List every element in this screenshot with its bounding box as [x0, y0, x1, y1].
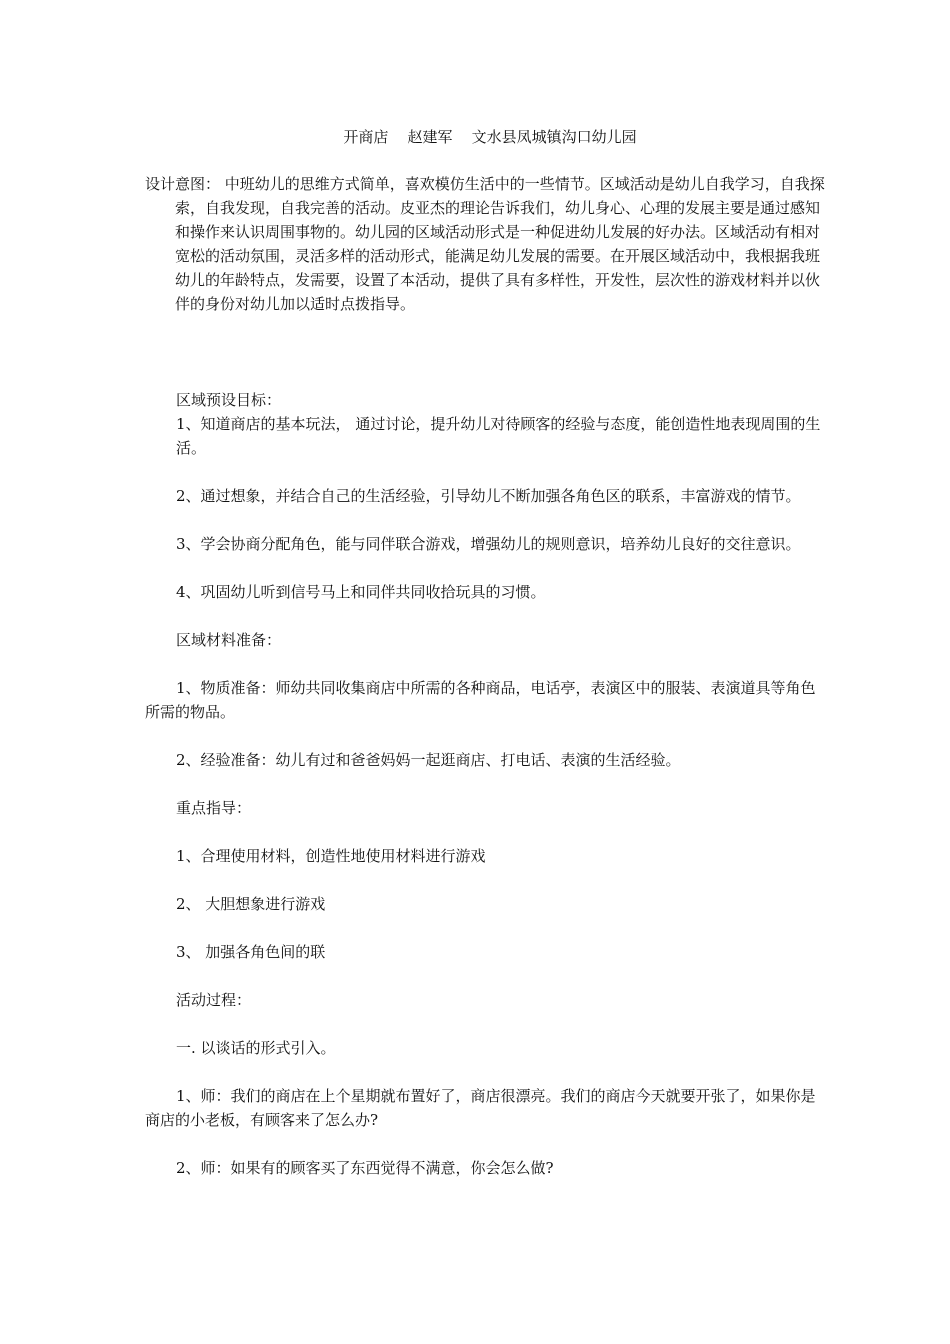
spacer — [145, 460, 825, 484]
spacer — [145, 556, 825, 580]
spacer — [145, 916, 825, 940]
goal-item-1 — [145, 412, 825, 460]
process-item-2: 2、师：如果有的顾客买了东西觉得不满意，你会怎么做? — [176, 1159, 554, 1177]
spacer — [145, 652, 825, 676]
spacer — [145, 820, 825, 844]
design-intent-paragraph: 设计意图： 中班幼儿的思维方式简单，喜欢模仿生活中的一些情节。区域活动是幼儿自我学习，自我探索，自我发现，自我完善的活动。皮亚杰的理论告诉我们，幼儿身心、心理的发展主要是通过感知和操作来认识周围事物的。幼儿园的区域活动形式是一种促进幼儿发展的好办法。区域活动有相对宽松的活动氛围，灵活多样的活动形式，能满足幼儿发展的需要。在开展区域活动中，我根据我班幼儿的年龄特点，发需要，设置了本活动，提供了具有多样性，开发性，层次性的游戏材料并以伙伴的身份对幼儿加以适时点拨指导。 — [145, 175, 825, 313]
process-heading: 活动过程： — [176, 991, 252, 1009]
spacer — [145, 1012, 825, 1036]
material-item-2: 2、经验准备：幼儿有过和爸爸妈妈一起逛商店、打电话、表演的生活经验。 — [176, 751, 681, 769]
spacer — [145, 1132, 825, 1156]
spacer — [145, 316, 825, 388]
focus-item-1: 1、合理使用材料，创造性地使用材料进行游戏 — [176, 847, 486, 865]
page-title: 开商店 赵建军 文水县凤城镇沟口幼儿园 — [343, 128, 637, 146]
process-part-1: 一. 以谈话的形式引入。 — [176, 1039, 336, 1057]
goals-heading: 区域预设目标： — [176, 391, 282, 409]
goal-item-2: 2、通过想象，并结合自己的生活经验，引导幼儿不断加强各角色区的联系，丰富游戏的情节。 — [176, 487, 801, 505]
focus-heading: 重点指导： — [176, 799, 252, 817]
goal-item-3: 3、学会协商分配角色，能与同伴联合游戏，增强幼儿的规则意识，培养幼儿良好的交往意识。 — [176, 535, 801, 553]
spacer — [145, 772, 825, 796]
goal-item-4: 4、巩固幼儿听到信号马上和同伴共同收拾玩具的习惯。 — [176, 583, 546, 601]
spacer — [145, 1060, 825, 1084]
process-item-1: 1、师：我们的商店在上个星期就布置好了，商店很漂亮。我们的商店今天就要开张了，如果你是商店的小老板，有顾客来了怎么办? — [145, 1087, 816, 1129]
materials-heading: 区域材料准备： — [176, 631, 282, 649]
spacer — [145, 868, 825, 892]
spacer — [145, 508, 825, 532]
spacer — [145, 604, 825, 628]
focus-item-2: 2、 大胆想象进行游戏 — [176, 895, 326, 913]
material-item-1: 1、物质准备：师幼共同收集商店中所需的各种商品，电话亭，表演区中的服装、表演道具等角色所需的物品。 — [145, 679, 816, 721]
document-body — [145, 172, 825, 1180]
spacer — [145, 724, 825, 748]
focus-item-3: 3、 加强各角色间的联 — [176, 943, 326, 961]
goal-item-1-text: 1、知道商店的基本玩法， 通过讨论，提升幼儿对待顾客的经验与态度，能创造性地表现周围的生活。 — [176, 415, 821, 457]
spacer — [145, 964, 825, 988]
